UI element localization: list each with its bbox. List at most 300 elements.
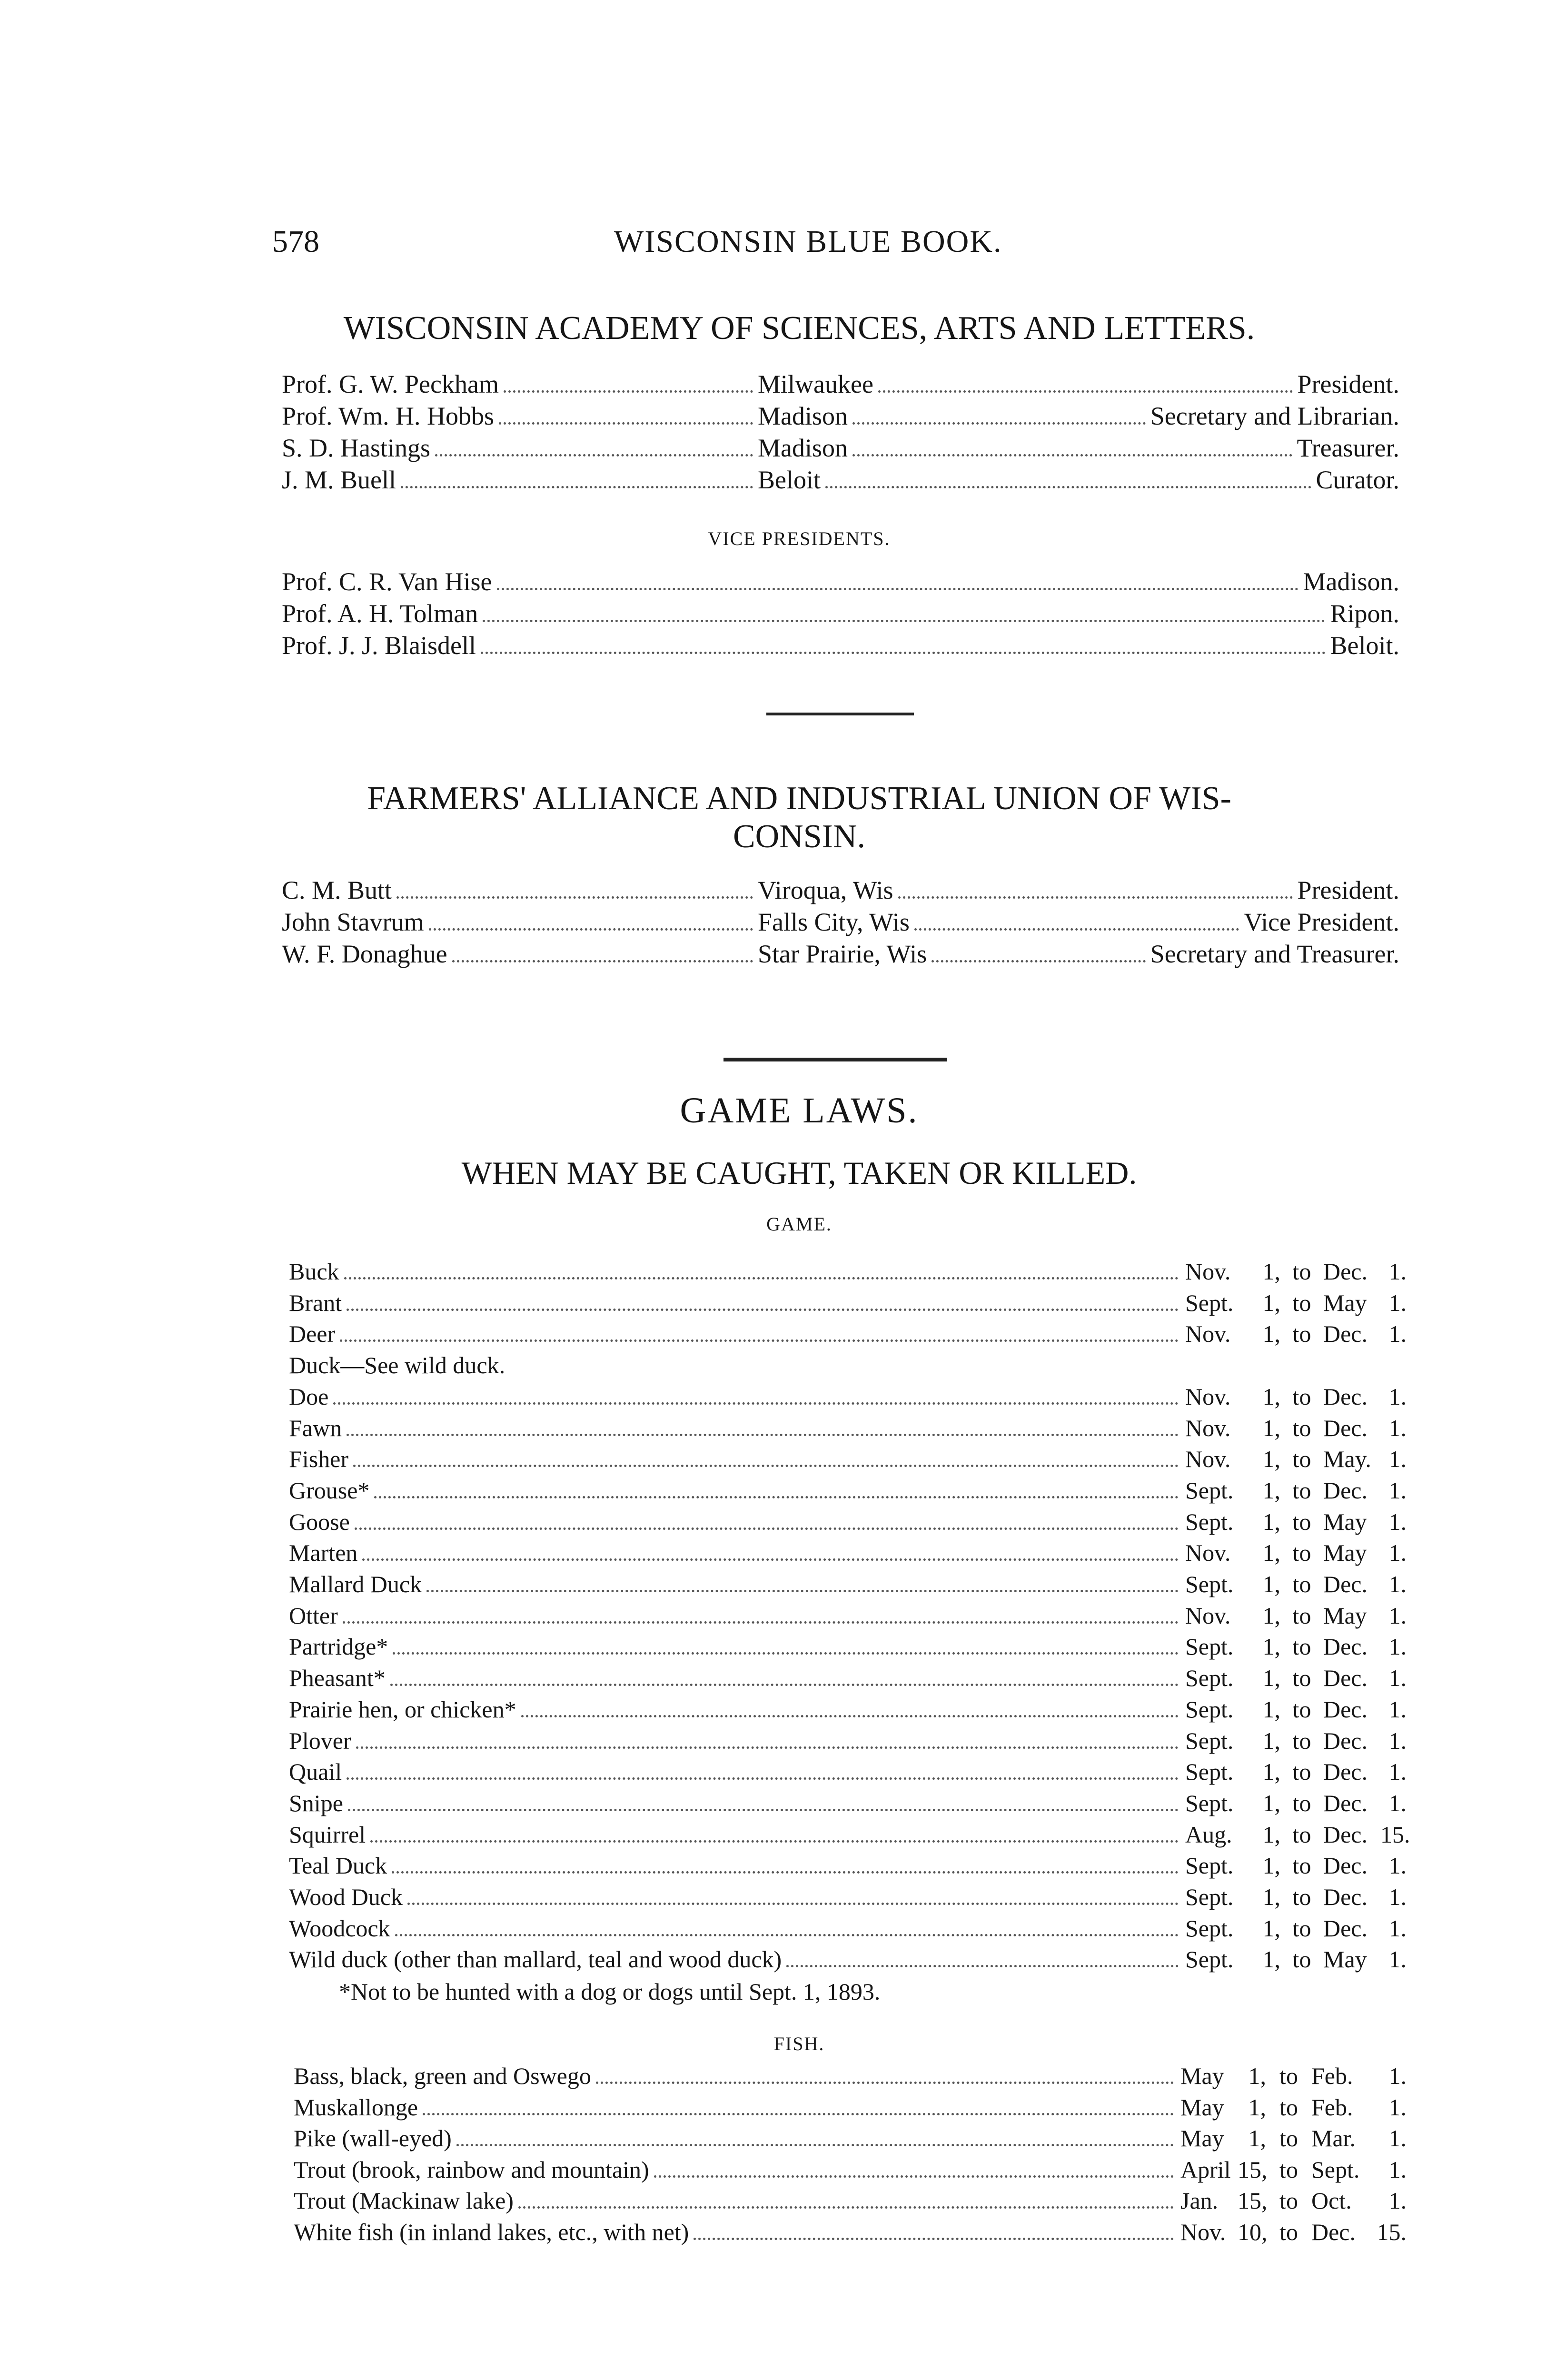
dot-leader bbox=[340, 1339, 1179, 1342]
dot-leader bbox=[348, 1809, 1179, 1811]
dot-leader bbox=[435, 454, 753, 456]
name-column bbox=[282, 907, 758, 937]
dot-leader bbox=[393, 1652, 1179, 1655]
season-dates bbox=[1185, 1257, 1407, 1286]
open-month: Sept. bbox=[1185, 1571, 1234, 1597]
season-dates bbox=[1180, 2061, 1407, 2091]
officer-place: Beloit bbox=[758, 466, 821, 494]
season-dates bbox=[1185, 1444, 1407, 1474]
officer-name: Prof. Wm. H. Hobbs bbox=[282, 402, 495, 430]
fish-name: Bass, black, green and Oswego bbox=[294, 2063, 591, 2089]
dot-leader bbox=[343, 1621, 1179, 1624]
dot-leader bbox=[429, 928, 753, 931]
dot-leader bbox=[852, 422, 1146, 425]
game-name: Buck bbox=[289, 1258, 339, 1285]
open-day: 1, bbox=[1262, 1477, 1280, 1504]
dot-leader bbox=[344, 1277, 1179, 1279]
open-day: 1, bbox=[1262, 1884, 1280, 1910]
close-month: Dec. bbox=[1323, 1758, 1368, 1785]
alliance-title-line1: FARMERS' ALLIANCE AND INDUSTRIAL UNION OF WIS- bbox=[367, 780, 1231, 817]
name-column bbox=[282, 433, 758, 463]
date-to: to bbox=[1292, 1508, 1311, 1535]
game-row bbox=[289, 1350, 1407, 1380]
game-row bbox=[289, 1569, 1407, 1599]
date-to: to bbox=[1279, 2219, 1298, 2245]
open-month: Sept. bbox=[1185, 1665, 1234, 1691]
officer-place: Madison bbox=[758, 402, 848, 430]
name-column bbox=[282, 939, 758, 969]
officer-name: J. M. Buell bbox=[282, 466, 396, 494]
game-name: Squirrel bbox=[289, 1821, 366, 1848]
close-day: 1. bbox=[1388, 1727, 1407, 1754]
game-name: Prairie hen, or chicken* bbox=[289, 1696, 516, 1723]
season-dates bbox=[1185, 1569, 1407, 1599]
game-row bbox=[289, 1882, 1407, 1912]
dot-leader bbox=[654, 2175, 1174, 2178]
close-day: 1. bbox=[1388, 2094, 1407, 2121]
open-month: Nov. bbox=[1180, 2219, 1226, 2245]
date-to: to bbox=[1292, 1915, 1311, 1942]
close-month: May bbox=[1323, 1289, 1367, 1316]
vp-place: Beloit. bbox=[1330, 631, 1399, 660]
open-day: 1, bbox=[1262, 1633, 1280, 1660]
dot-leader bbox=[518, 2206, 1174, 2209]
close-month: Dec. bbox=[1323, 1415, 1368, 1441]
open-month: Nov. bbox=[1185, 1258, 1231, 1285]
fish-row bbox=[294, 2155, 1407, 2184]
officer-row bbox=[282, 401, 1399, 431]
dot-leader bbox=[347, 1309, 1179, 1311]
dot-leader bbox=[407, 1903, 1179, 1905]
dot-leader bbox=[395, 1934, 1179, 1936]
season-dates bbox=[1185, 1757, 1407, 1786]
name-column bbox=[282, 369, 758, 399]
open-day: 1, bbox=[1262, 1289, 1280, 1316]
fish-row bbox=[294, 2061, 1407, 2091]
dot-leader bbox=[932, 960, 1145, 962]
open-day: 1, bbox=[1262, 1665, 1280, 1691]
game-name: Wood Duck bbox=[289, 1884, 403, 1910]
open-month: Sept. bbox=[1185, 1727, 1234, 1754]
officer-name: W. F. Donaghue bbox=[282, 940, 447, 968]
fish-name: Trout (Mackinaw lake) bbox=[294, 2187, 514, 2214]
open-month: May bbox=[1180, 2094, 1224, 2121]
open-month: May bbox=[1180, 2125, 1224, 2152]
dot-leader bbox=[481, 652, 1325, 654]
game-row bbox=[289, 1476, 1407, 1505]
open-day: 1, bbox=[1248, 2125, 1266, 2152]
open-day: 1, bbox=[1262, 1415, 1280, 1441]
open-day: 1, bbox=[1262, 1571, 1280, 1597]
date-to: to bbox=[1279, 2187, 1298, 2214]
running-title: WISCONSIN BLUE BOOK. bbox=[614, 224, 1002, 259]
season-dates bbox=[1180, 2217, 1407, 2247]
date-to: to bbox=[1279, 2125, 1298, 2152]
date-to: to bbox=[1292, 1946, 1311, 1973]
date-to: to bbox=[1292, 1665, 1311, 1691]
season-dates bbox=[1185, 1413, 1407, 1443]
game-row bbox=[289, 1757, 1407, 1786]
close-month: May bbox=[1323, 1602, 1367, 1629]
close-month: Dec. bbox=[1323, 1383, 1368, 1410]
close-day: 15. bbox=[1380, 1821, 1410, 1848]
dot-leader bbox=[347, 1777, 1179, 1780]
open-day: 1, bbox=[1248, 2094, 1266, 2121]
open-month: Sept. bbox=[1185, 1696, 1234, 1723]
open-month: Sept. bbox=[1185, 1633, 1234, 1660]
open-day: 1, bbox=[1262, 1258, 1280, 1285]
vice-president-row bbox=[282, 598, 1399, 629]
season-dates bbox=[1180, 2123, 1407, 2153]
close-day: 1. bbox=[1388, 1508, 1407, 1535]
close-day: 1. bbox=[1388, 1289, 1407, 1316]
open-month: Sept. bbox=[1185, 1289, 1234, 1316]
date-to: to bbox=[1292, 1571, 1311, 1597]
close-day: 1. bbox=[1388, 1758, 1407, 1785]
open-month: Nov. bbox=[1185, 1539, 1231, 1566]
dot-leader bbox=[596, 2082, 1174, 2084]
close-day: 1. bbox=[1388, 1383, 1407, 1410]
open-month: Sept. bbox=[1185, 1758, 1234, 1785]
vp-name: Prof. J. J. Blaisdell bbox=[282, 631, 476, 660]
open-month: Sept. bbox=[1185, 1477, 1234, 1504]
close-day: 1. bbox=[1388, 2063, 1407, 2089]
open-month: Jan. bbox=[1180, 2187, 1219, 2214]
open-month: Nov. bbox=[1185, 1415, 1231, 1441]
close-day: 1. bbox=[1388, 1946, 1407, 1973]
open-month: May bbox=[1180, 2063, 1224, 2089]
game-row bbox=[289, 1695, 1407, 1724]
close-month: Dec. bbox=[1323, 1633, 1368, 1660]
dot-leader bbox=[825, 486, 1311, 488]
close-day: 1. bbox=[1388, 1571, 1407, 1597]
open-day: 1, bbox=[1262, 1915, 1280, 1942]
open-day: 1, bbox=[1262, 1508, 1280, 1535]
open-month: Nov. bbox=[1185, 1602, 1231, 1629]
dot-leader bbox=[898, 896, 1293, 899]
season-dates bbox=[1185, 1944, 1407, 1974]
dot-leader bbox=[356, 1746, 1179, 1749]
close-month: Dec. bbox=[1323, 1915, 1368, 1942]
dot-leader bbox=[914, 928, 1239, 931]
game-name: Partridge* bbox=[289, 1633, 388, 1660]
open-month: Aug. bbox=[1185, 1821, 1232, 1848]
season-dates bbox=[1185, 1851, 1407, 1880]
close-day: 1. bbox=[1388, 1320, 1407, 1347]
close-month: Dec. bbox=[1323, 1727, 1368, 1754]
officer-name: S. D. Hastings bbox=[282, 434, 431, 462]
close-day: 1. bbox=[1388, 1696, 1407, 1723]
date-to: to bbox=[1279, 2094, 1298, 2121]
game-name: Teal Duck bbox=[289, 1852, 387, 1879]
fish-row bbox=[294, 2123, 1407, 2153]
date-to: to bbox=[1292, 1602, 1311, 1629]
officer-row bbox=[282, 907, 1399, 937]
date-to: to bbox=[1292, 1539, 1311, 1566]
officer-place: Star Prairie, Wis bbox=[758, 940, 927, 968]
game-name: Plover bbox=[289, 1727, 351, 1754]
game-laws-title: GAME LAWS. bbox=[680, 1091, 919, 1130]
close-month: May bbox=[1323, 1946, 1367, 1973]
season-dates bbox=[1185, 1538, 1407, 1567]
dot-leader bbox=[390, 1684, 1179, 1686]
dot-leader bbox=[456, 2144, 1174, 2146]
vp-name: Prof. C. R. Van Hise bbox=[282, 567, 492, 596]
game-row bbox=[289, 1413, 1407, 1443]
dot-leader bbox=[499, 422, 753, 425]
open-day: 1, bbox=[1262, 1946, 1280, 1973]
date-to: to bbox=[1292, 1633, 1311, 1660]
season-dates bbox=[1185, 1632, 1407, 1661]
dot-leader bbox=[452, 960, 753, 962]
dot-leader bbox=[423, 2113, 1174, 2115]
close-day: 1. bbox=[1388, 1477, 1407, 1504]
open-month: Nov. bbox=[1185, 1320, 1231, 1347]
close-month: Mar. bbox=[1311, 2125, 1356, 2152]
open-day: 1, bbox=[1262, 1446, 1280, 1472]
dot-leader bbox=[497, 588, 1298, 590]
game-row bbox=[289, 1538, 1407, 1567]
academy-title: WISCONSIN ACADEMY OF SCIENCES, ARTS AND LETTERS. bbox=[343, 310, 1255, 347]
officer-office: President. bbox=[1297, 370, 1399, 398]
season-dates bbox=[1185, 1914, 1407, 1943]
close-month: Dec. bbox=[1323, 1884, 1368, 1910]
fish-name: Pike (wall-eyed) bbox=[294, 2125, 452, 2152]
season-dates bbox=[1185, 1476, 1407, 1505]
close-month: Dec. bbox=[1323, 1258, 1368, 1285]
officer-name: Prof. G. W. Peckham bbox=[282, 370, 499, 398]
season-dates bbox=[1185, 1288, 1407, 1318]
game-laws-subtitle: WHEN MAY BE CAUGHT, TAKEN OR KILLED. bbox=[461, 1155, 1137, 1191]
game-name: Marten bbox=[289, 1539, 358, 1566]
dot-leader bbox=[694, 2238, 1174, 2240]
open-day: 1, bbox=[1262, 1320, 1280, 1347]
officer-place: Viroqua, Wis bbox=[758, 876, 893, 904]
dot-leader bbox=[401, 486, 753, 488]
alliance-title-line2: CONSIN. bbox=[733, 818, 866, 855]
name-column bbox=[282, 401, 758, 431]
dot-leader bbox=[347, 1434, 1179, 1436]
officer-office: Secretary and Treasurer. bbox=[1150, 940, 1399, 968]
game-name: Quail bbox=[289, 1758, 342, 1785]
fish-name: Trout (brook, rainbow and mountain) bbox=[294, 2156, 649, 2183]
close-month: Dec. bbox=[1323, 1571, 1368, 1597]
officer-row bbox=[282, 939, 1399, 969]
season-dates bbox=[1180, 2155, 1407, 2184]
close-day: 1. bbox=[1388, 2156, 1407, 2183]
date-to: to bbox=[1292, 1477, 1311, 1504]
vp-place: Madison. bbox=[1303, 567, 1399, 596]
season-dates bbox=[1185, 1726, 1407, 1755]
game-name: Mallard Duck bbox=[289, 1571, 422, 1597]
open-day: 15, bbox=[1238, 2156, 1268, 2183]
open-month: Sept. bbox=[1185, 1508, 1234, 1535]
game-row bbox=[289, 1726, 1407, 1755]
season-dates bbox=[1185, 1695, 1407, 1724]
officer-office: Secretary and Librarian. bbox=[1150, 402, 1399, 430]
open-day: 1, bbox=[1262, 1383, 1280, 1410]
date-to: to bbox=[1292, 1821, 1311, 1848]
close-day: 1. bbox=[1388, 1446, 1407, 1472]
open-day: 1, bbox=[1262, 1758, 1280, 1785]
date-to: to bbox=[1292, 1758, 1311, 1785]
close-month: May bbox=[1323, 1508, 1367, 1535]
close-day: 1. bbox=[1388, 1258, 1407, 1285]
dot-leader bbox=[355, 1527, 1179, 1530]
vice-president-row bbox=[282, 630, 1399, 661]
close-month: Dec. bbox=[1311, 2219, 1356, 2245]
close-day: 1. bbox=[1388, 2187, 1407, 2214]
dot-leader bbox=[521, 1715, 1179, 1717]
close-month: Sept. bbox=[1311, 2156, 1360, 2183]
season-dates bbox=[1185, 1601, 1407, 1630]
close-day: 1. bbox=[1388, 1790, 1407, 1816]
open-day: 1, bbox=[1262, 1696, 1280, 1723]
game-row bbox=[289, 1382, 1407, 1411]
officer-place: Falls City, Wis bbox=[758, 908, 910, 936]
close-month: Oct. bbox=[1311, 2187, 1352, 2214]
close-day: 1. bbox=[1388, 1884, 1407, 1910]
open-day: 15, bbox=[1238, 2187, 1268, 2214]
close-day: 1. bbox=[1388, 1539, 1407, 1566]
dot-leader bbox=[370, 1840, 1179, 1843]
open-month: Nov. bbox=[1185, 1446, 1231, 1472]
date-to: to bbox=[1292, 1258, 1311, 1285]
season-dates bbox=[1185, 1820, 1410, 1849]
footnote: *Not to be hunted with a dog or dogs until Sept. 1, 1893. bbox=[339, 1978, 881, 2005]
close-month: Dec. bbox=[1323, 1477, 1368, 1504]
officer-name: John Stavrum bbox=[282, 908, 424, 936]
fish-row bbox=[294, 2092, 1407, 2122]
open-day: 1, bbox=[1262, 1852, 1280, 1879]
game-name: Woodcock bbox=[289, 1915, 390, 1942]
fish-name: Muskallonge bbox=[294, 2094, 418, 2121]
dot-leader bbox=[362, 1558, 1179, 1561]
page-number: 578 bbox=[272, 224, 319, 259]
close-day: 1. bbox=[1388, 1665, 1407, 1691]
game-row bbox=[289, 1257, 1407, 1286]
date-to: to bbox=[1292, 1884, 1311, 1910]
season-dates bbox=[1185, 1319, 1407, 1349]
close-day: 1. bbox=[1388, 2125, 1407, 2152]
vice-president-row bbox=[282, 566, 1399, 597]
game-row bbox=[289, 1319, 1407, 1349]
close-month: May bbox=[1323, 1539, 1367, 1566]
game-name: Doe bbox=[289, 1383, 329, 1410]
game-name: Brant bbox=[289, 1289, 342, 1316]
close-day: 1. bbox=[1388, 1415, 1407, 1441]
date-to: to bbox=[1292, 1289, 1311, 1316]
dot-leader bbox=[504, 390, 753, 393]
dot-leader bbox=[396, 896, 753, 899]
section-divider bbox=[723, 1058, 947, 1061]
close-month: Feb. bbox=[1311, 2094, 1353, 2121]
dot-leader bbox=[852, 454, 1292, 456]
close-month: Dec. bbox=[1323, 1790, 1368, 1816]
open-day: 1, bbox=[1262, 1821, 1280, 1848]
dot-leader bbox=[353, 1465, 1179, 1467]
dot-leader bbox=[374, 1496, 1179, 1498]
game-row bbox=[289, 1507, 1407, 1537]
officer-row bbox=[282, 433, 1399, 463]
date-to: to bbox=[1292, 1320, 1311, 1347]
game-name: Goose bbox=[289, 1508, 350, 1535]
officer-office: Curator. bbox=[1316, 466, 1399, 494]
open-month: Sept. bbox=[1185, 1915, 1234, 1942]
date-to: to bbox=[1292, 1446, 1311, 1472]
close-month: Dec. bbox=[1323, 1821, 1368, 1848]
close-month: Dec. bbox=[1323, 1852, 1368, 1879]
fish-name: White fish (in inland lakes, etc., with net) bbox=[294, 2219, 689, 2245]
open-day: 1, bbox=[1262, 1602, 1280, 1629]
vp-name: Prof. A. H. Tolman bbox=[282, 599, 478, 628]
close-day: 1. bbox=[1388, 1915, 1407, 1942]
game-name: Pheasant* bbox=[289, 1665, 386, 1691]
officer-row bbox=[282, 369, 1399, 399]
date-to: to bbox=[1292, 1727, 1311, 1754]
date-to: to bbox=[1292, 1790, 1311, 1816]
dot-leader bbox=[483, 620, 1325, 622]
game-name: Deer bbox=[289, 1320, 336, 1347]
game-heading: GAME. bbox=[766, 1213, 832, 1235]
close-month: Dec. bbox=[1323, 1665, 1368, 1691]
officer-office: Treasurer. bbox=[1297, 434, 1399, 462]
dot-leader bbox=[786, 1965, 1179, 1967]
date-to: to bbox=[1279, 2156, 1298, 2183]
game-name: Otter bbox=[289, 1602, 338, 1629]
open-month: Sept. bbox=[1185, 1852, 1234, 1879]
close-day: 1. bbox=[1388, 1602, 1407, 1629]
game-row bbox=[289, 1632, 1407, 1661]
officer-row bbox=[282, 465, 1399, 495]
name-column bbox=[282, 875, 758, 905]
game-row bbox=[289, 1914, 1407, 1943]
date-to: to bbox=[1292, 1696, 1311, 1723]
date-to: to bbox=[1292, 1415, 1311, 1441]
close-month: May. bbox=[1323, 1446, 1371, 1472]
date-to: to bbox=[1292, 1383, 1311, 1410]
game-row bbox=[289, 1288, 1407, 1318]
season-dates bbox=[1185, 1382, 1407, 1411]
game-row bbox=[289, 1601, 1407, 1630]
open-day: 1, bbox=[1262, 1539, 1280, 1566]
season-dates bbox=[1185, 1882, 1407, 1912]
dot-leader bbox=[392, 1871, 1179, 1874]
open-day: 1, bbox=[1262, 1727, 1280, 1754]
vp-place: Ripon. bbox=[1330, 599, 1399, 628]
game-row bbox=[289, 1444, 1407, 1474]
dot-leader bbox=[878, 390, 1293, 393]
open-day: 10, bbox=[1238, 2219, 1268, 2245]
date-to: to bbox=[1279, 2063, 1298, 2089]
date-to: to bbox=[1292, 1852, 1311, 1879]
close-month: Feb. bbox=[1311, 2063, 1353, 2089]
fish-heading: FISH. bbox=[773, 2033, 825, 2054]
game-name: Snipe bbox=[289, 1790, 343, 1816]
open-month: Sept. bbox=[1185, 1884, 1234, 1910]
game-name: Grouse* bbox=[289, 1477, 370, 1504]
season-dates bbox=[1185, 1507, 1407, 1537]
vp-heading: VICE PRESIDENTS. bbox=[708, 528, 891, 549]
fish-row bbox=[294, 2217, 1407, 2247]
close-day: 1. bbox=[1388, 1852, 1407, 1879]
officer-office: Vice President. bbox=[1244, 908, 1399, 936]
open-month: Sept. bbox=[1185, 1790, 1234, 1816]
game-name: Fisher bbox=[289, 1446, 348, 1472]
season-dates bbox=[1185, 1663, 1407, 1693]
name-column bbox=[282, 465, 758, 495]
season-dates bbox=[1180, 2092, 1407, 2122]
